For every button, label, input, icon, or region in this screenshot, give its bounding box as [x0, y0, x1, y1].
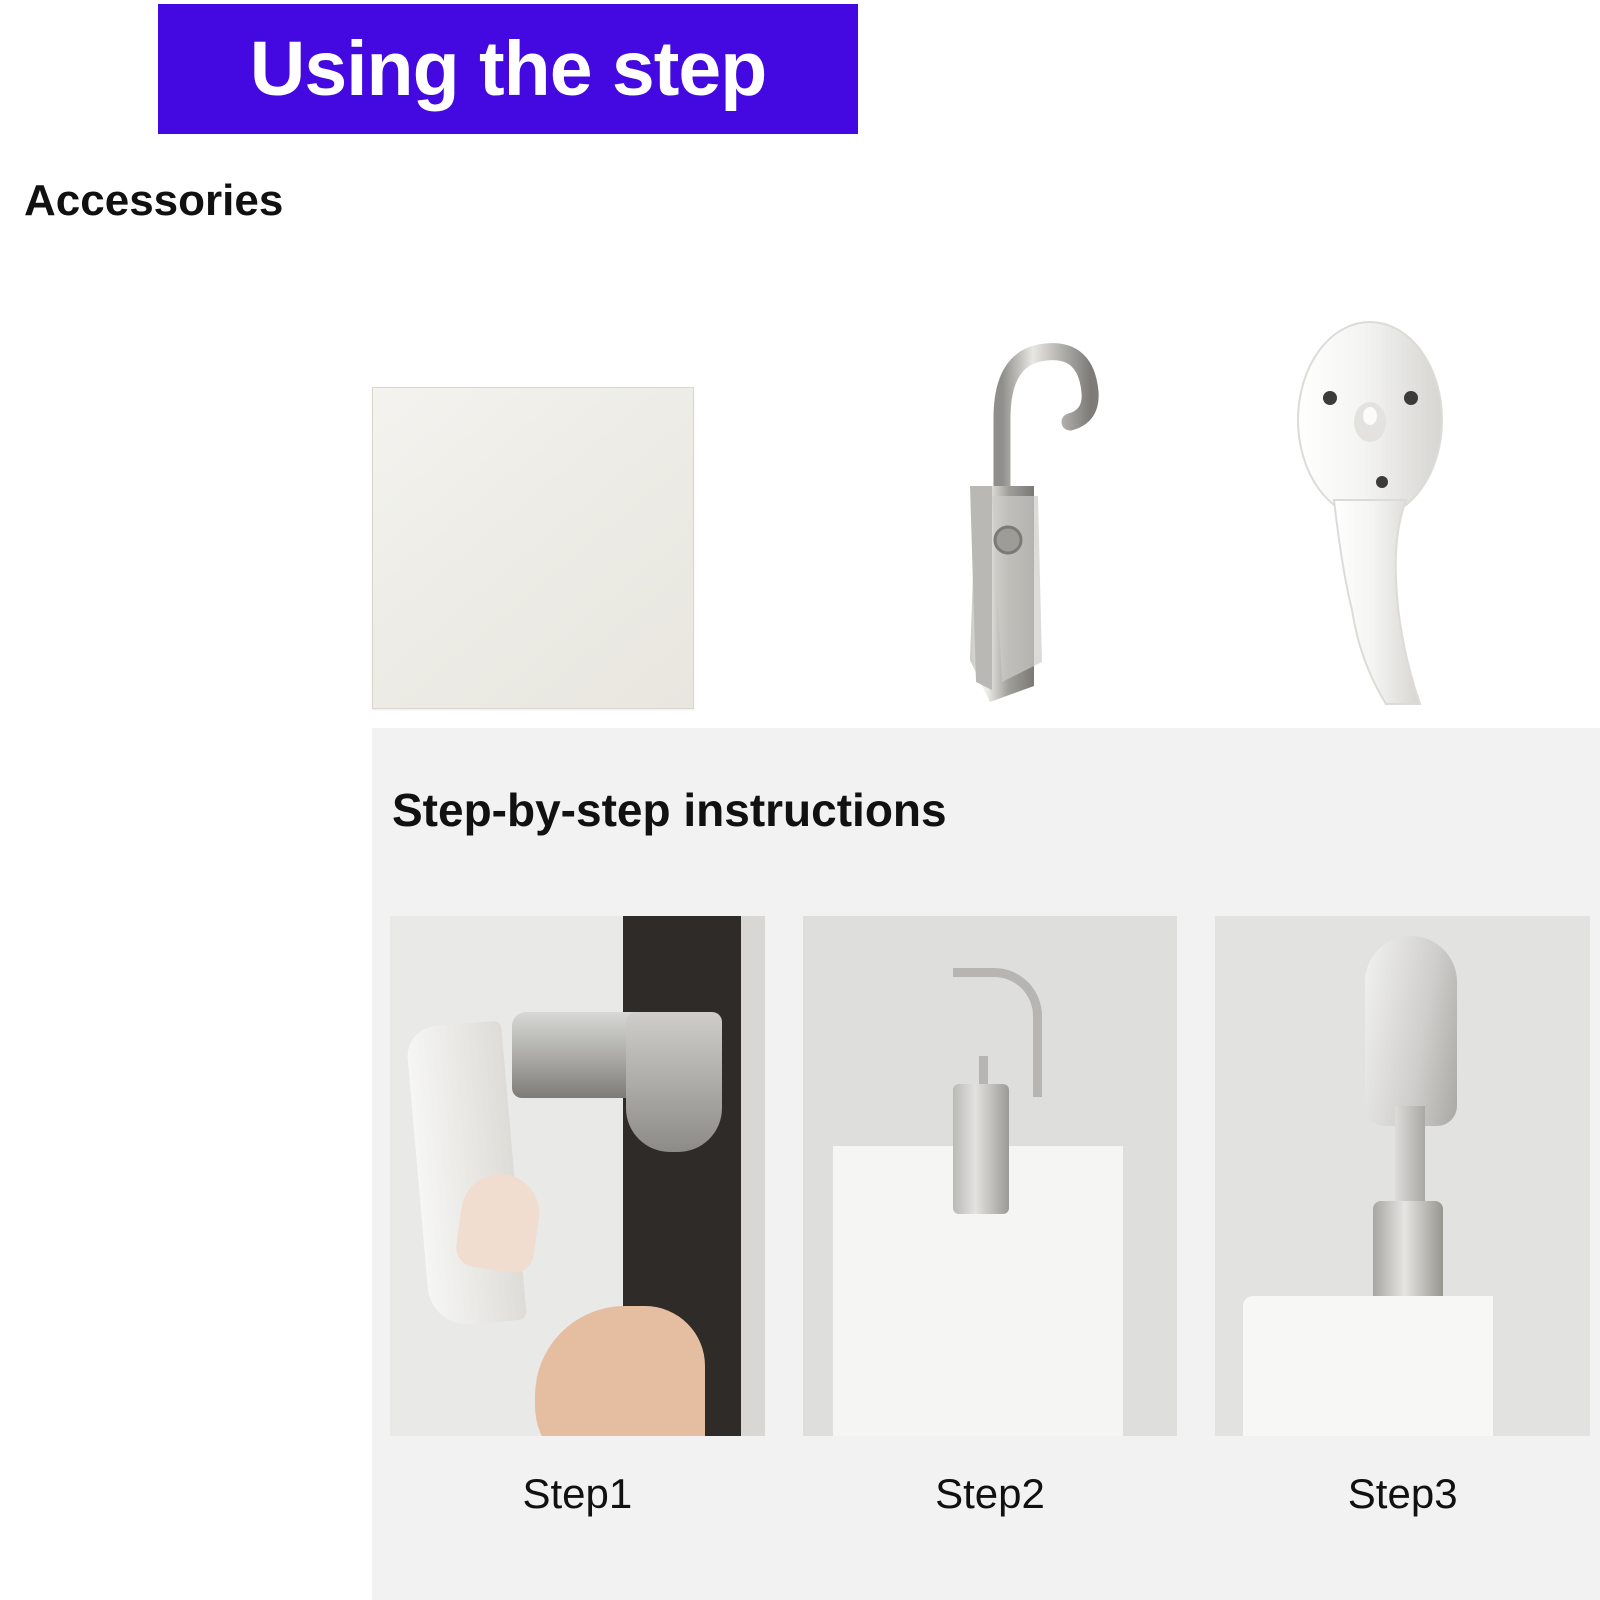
step3-image: [1215, 916, 1590, 1436]
hanger-clip-icon: [930, 310, 1150, 710]
step3-hook-stem: [1395, 1106, 1425, 1216]
step1-edge-strip: [741, 916, 765, 1436]
steps-panel: [372, 728, 1600, 1600]
step2-hook-wire: [953, 968, 1042, 1097]
steps-caption-row: [390, 1470, 1590, 1518]
steps-image-row: [390, 916, 1590, 1436]
accessories-row: [0, 150, 1600, 690]
adhesive-square-icon: [372, 387, 694, 709]
page-title: Using the step: [249, 25, 767, 112]
step3-hook: [1365, 936, 1457, 1126]
steps-heading: Step-by-step instructions: [392, 784, 947, 836]
step1-image: [390, 916, 765, 1436]
step2-image: [803, 916, 1178, 1436]
step1-hook-arm: [626, 1012, 722, 1152]
step1-caption: Step1: [522, 1470, 633, 1517]
step2-clip: [953, 1084, 1009, 1214]
nail-hook-icon: [1270, 310, 1470, 710]
title-banner: [158, 4, 858, 134]
step3-caption: Step3: [1347, 1470, 1458, 1517]
step3-towel: [1243, 1296, 1493, 1436]
step2-caption: Step2: [935, 1470, 1045, 1517]
accessories-heading: Accessories: [24, 176, 284, 225]
